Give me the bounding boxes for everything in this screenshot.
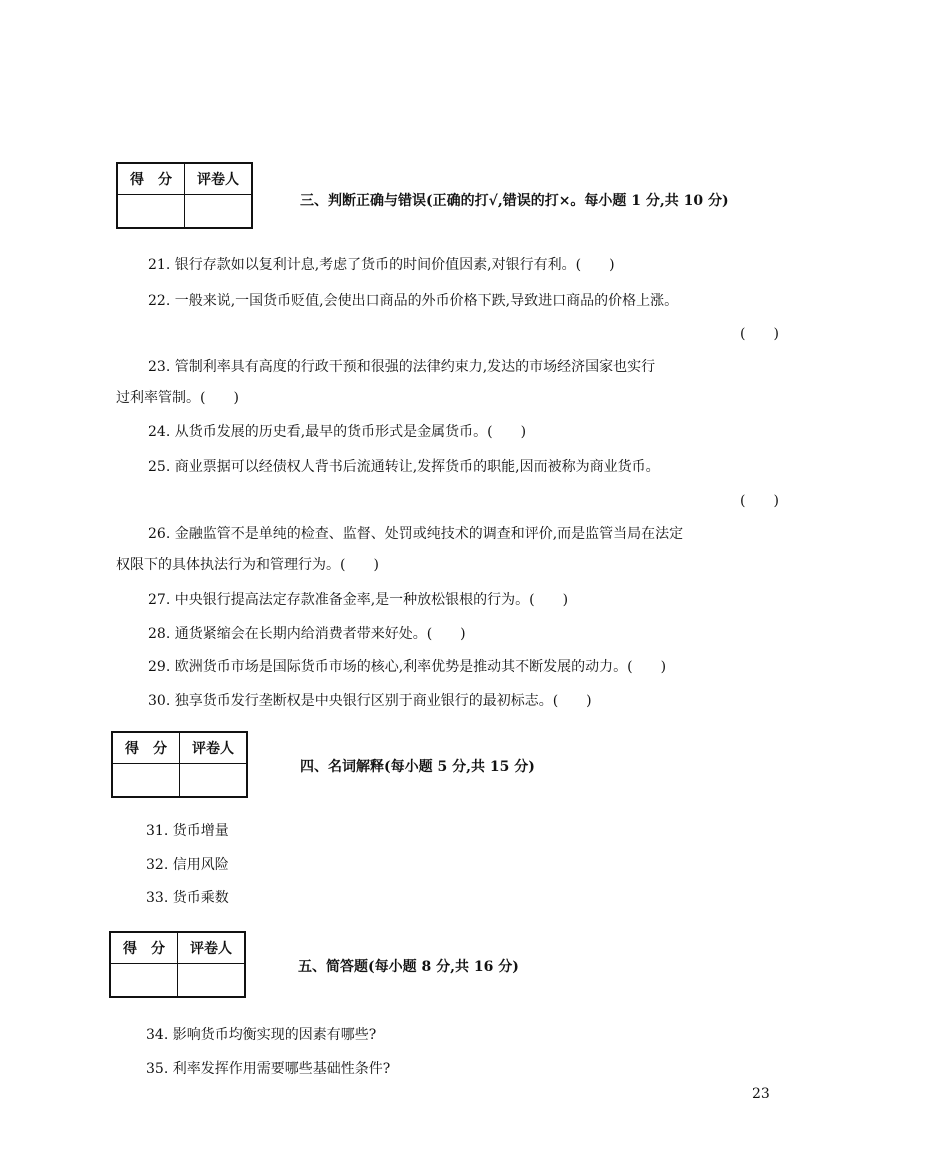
question-28: 28. 通货紧缩会在长期内给消费者带来好处。( ) [148, 626, 466, 642]
question-30: 30. 独享货币发行垄断权是中央银行区别于商业银行的最初标志。( ) [148, 693, 592, 709]
grader-cell[interactable] [178, 964, 246, 998]
question-34: 34. 影响货币均衡实现的因素有哪些? [146, 1027, 377, 1043]
question-32: 32. 信用风险 [146, 857, 229, 873]
score-header: 得 分 [117, 163, 185, 195]
question-35: 35. 利率发挥作用需要哪些基础性条件? [146, 1061, 391, 1077]
grader-header: 评卷人 [185, 163, 253, 195]
question-21: 21. 银行存款如以复利计息,考虑了货币的时间价值因素,对银行有利。( ) [148, 257, 615, 273]
grader-cell[interactable] [185, 195, 253, 229]
question-22: 22. 一般来说,一国货币贬值,会使出口商品的外币价格下跌,导致进口商品的价格上涨。 [148, 293, 679, 309]
answer-paren-25: ( ) [740, 493, 779, 509]
score-header: 得 分 [112, 732, 180, 764]
question-25: 25. 商业票据可以经债权人背书后流通转让,发挥货币的职能,因而被称为商业货币。 [148, 459, 660, 475]
score-cell[interactable] [110, 964, 178, 998]
page-number: 23 [752, 1086, 770, 1102]
answer-paren-22: ( ) [740, 326, 779, 342]
question-26: 26. 金融监管不是单纯的检查、监督、处罚或纯技术的调查和评价,而是监管当局在法定 [148, 526, 684, 542]
score-table-section4 [111, 731, 248, 798]
score-cell[interactable] [112, 764, 180, 798]
question-27: 27. 中央银行提高法定存款准备金率,是一种放松银根的行为。( ) [148, 592, 569, 608]
question-23-cont: 过利率管制。( ) [116, 390, 239, 406]
grader-header: 评卷人 [180, 732, 248, 764]
score-cell[interactable] [117, 195, 185, 229]
section5-title: 五、简答题(每小题 8 分,共 16 分) [298, 959, 519, 975]
question-33: 33. 货币乘数 [146, 890, 229, 906]
question-31: 31. 货币增量 [146, 823, 229, 839]
question-26-cont: 权限下的具体执法行为和管理行为。( ) [116, 557, 379, 573]
question-24: 24. 从货币发展的历史看,最早的货币形式是金属货币。( ) [148, 424, 527, 440]
section3-title: 三、判断正确与错误(正确的打√,错误的打×。每小题 1 分,共 10 分) [300, 193, 729, 209]
question-23: 23. 管制利率具有高度的行政干预和很强的法律约束力,发达的市场经济国家也实行 [148, 359, 656, 375]
grader-header: 评卷人 [178, 932, 246, 964]
score-header: 得 分 [110, 932, 178, 964]
question-29: 29. 欧洲货币市场是国际货币市场的核心,利率优势是推动其不断发展的动力。( ) [148, 659, 667, 675]
section4-title: 四、名词解释(每小题 5 分,共 15 分) [300, 759, 535, 775]
score-table-section5 [109, 931, 246, 998]
grader-cell[interactable] [180, 764, 248, 798]
score-table-section3 [116, 162, 253, 229]
